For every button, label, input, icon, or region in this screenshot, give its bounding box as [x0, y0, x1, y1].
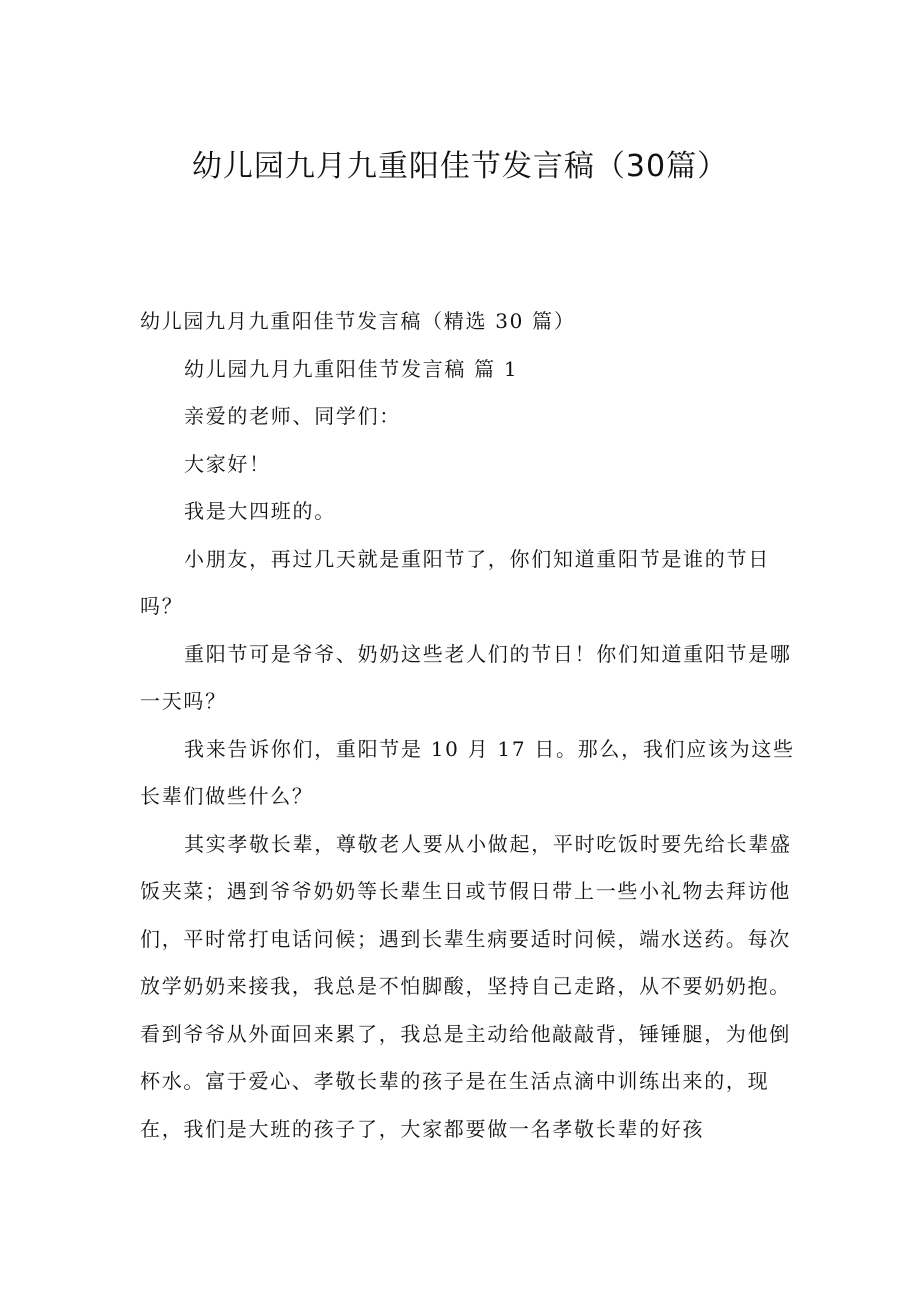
paragraph-greeting: 亲爱的老师、同学们：	[184, 404, 401, 428]
paragraph-section-heading: 幼儿园九月九重阳佳节发言稿 篇 1	[184, 356, 519, 381]
paragraph-body: 其实孝敬长辈，尊敬老人要从小做起，平时吃饭时要先给长辈盛饭夹菜；遇到爷爷奶奶等长辈生日或节假日带上一些小礼物去拜访他们，平时常打电话问候；遇到长辈生病要适时问候，端水送药。每次放学奶奶来接我，我总是不怕脚酸，坚持自己走路，从不要奶奶抱。看到爷爷从外面回来累了，我总是主动给他敲敲背，锤锤腿，为他倒杯水。富于爱心、孝敬长辈的孩子是在生活点滴中训练出来的，现在，我们是大班的孩子了，大家都要做一名孝敬长辈的好孩	[140, 831, 792, 1141]
paragraph-date: 我来告诉你们，重阳节是 10 月 17 日。那么，我们应该为这些长辈们做些什么？	[140, 736, 795, 808]
document-body	[140, 298, 800, 1153]
paragraph-question-1: 小朋友，再过几天就是重阳节了，你们知道重阳节是谁的节日吗？	[140, 546, 770, 618]
paragraph-subtitle: 幼儿园九月九重阳佳节发言稿（精选 30 篇）	[140, 309, 576, 333]
paragraph-hello: 大家好！	[184, 451, 271, 476]
paragraph-question-2: 重阳节可是爷爷、奶奶这些老人们的节日！你们知道重阳节是哪一天吗？	[140, 641, 792, 713]
document-title: 幼儿园九月九重阳佳节发言稿（30篇）	[191, 149, 729, 184]
paragraph-intro: 我是大四班的。	[184, 499, 336, 523]
